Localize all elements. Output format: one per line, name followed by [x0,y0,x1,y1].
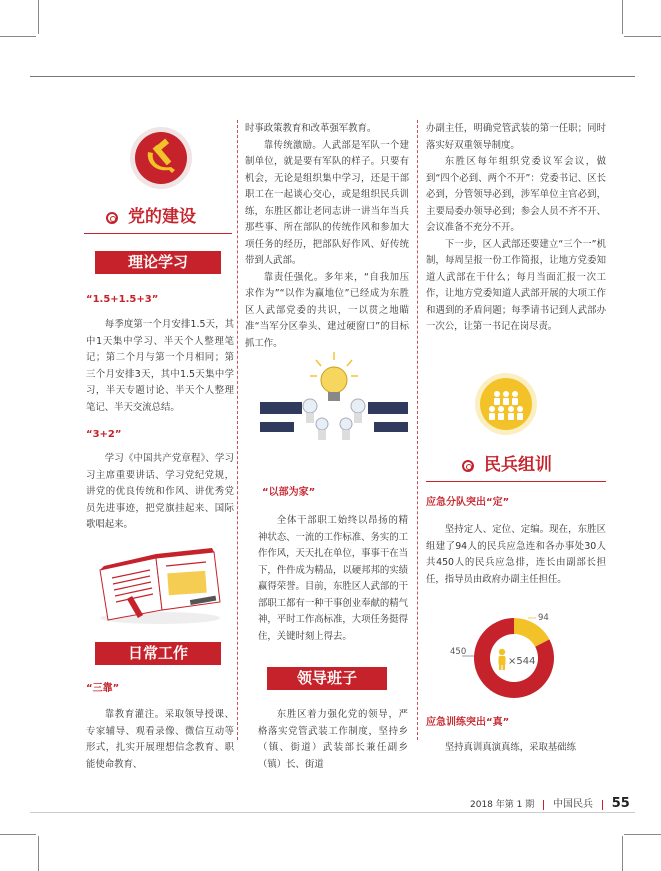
crop-mark [624,834,661,835]
subheading: 应急分队突出“定” [426,497,510,508]
subheading: “3+2” [86,429,122,440]
footer-divider [602,800,603,810]
crop-mark [622,836,623,871]
person-icon [499,649,506,670]
militia-group-icon [474,372,538,436]
crop-mark [38,836,39,871]
crop-mark [0,834,36,835]
open-book-icon [92,540,228,626]
crop-mark [30,812,635,813]
banner-daily-work: 日常工作 [95,642,221,665]
footer [470,795,630,811]
chart-center-label: ×544 [508,656,536,667]
page-number: 55 [611,796,630,811]
subheading: 应急训练突出“真” [426,717,510,728]
paragraph: 坚持真训真演真练，采取基础练 [444,742,577,753]
footer-divider [543,800,544,810]
section-underline [84,233,232,234]
section-title-party: 党的建设 [106,206,196,228]
column-divider [417,120,418,740]
bullseye-icon [462,460,474,472]
paragraph: 靠教育灌注。采取领导授课、专家辅导、观看录像、微信互动等形式，扎实开展理想信念教育、职能使命教育、 [86,709,234,770]
banner-theory-study: 理论学习 [95,251,221,274]
footer-issue: 2018 年第 1 期 [470,800,535,810]
subheading: “以部为家” [262,487,316,498]
bullseye-icon [106,212,118,224]
column-3-text: 办副主任，明确党管武装的第一任职；同时落实好双重领导制度。 东胜区每年组织党委议军会议，做到“四个必到、两个不开”：党委书记、区长必到，分管领导必到，涉军单位主官必到，主要局委办领导必到；参会人员不齐不开、会议准备不充分不开。 下一步，区人武部还要建立“三个一”机制，每周呈报一份工作简报，让地方党委知道人武部在干什么；每月当面汇报一次工作，让地方党委知道人武部开展的大项工作和遇到的矛盾问题；每季请书记到人武部办一次公，让第一书记在岗尽责。 [426,123,606,332]
lightbulb-icon [260,352,408,444]
footer-magazine: 中国民兵 [552,799,593,810]
section-title-militia: 民兵组训 [462,454,552,476]
paragraph: 每季度第一个月安排1.5天，其中1天集中学习、半天个人整理笔记；第二个月与第一个月相同；第三个月安排3天，其中1.5天集中学习，半天专题讨论、半天个人整理笔记、半天交流总结。 [86,319,234,413]
paragraph: 东胜区着力强化党的领导，严格落实党管武装工作制度，坚持乡（镇、街道）武装部长兼任副乡（镇）长、街道 [258,709,408,770]
subheading: “三靠” [86,683,120,694]
column-2-text: 时事政策教育和改革强军教育。 靠传统激励。人武部是军队一个建制单位，就是要有军队的样子。只要有机会，无论是组织集中学习，还是干部职工在一起谈心交心，或是组织民兵训练，东胜区都让老同志讲一讲当年当兵那些事、所在部队的传统作风和参加大项任务的经历，把部队好作风、好传统带到人武部。 靠责任强化。多年来，“自我加压求作为”“以作为赢地位”已经成为东胜区人武部党委的共识，一以贯之地瞄准“当军分区拳头、建过硬窗口”的目标抓工作。 [245,123,409,349]
paragraph: 全体干部职工始终以昂扬的精神状态、一流的工作标准、务实的工作作风，天天扎在单位，事事干在当下，件件成为精品，以硬邦邦的实绩赢得荣誉。目前，东胜区人武部的干部职工都有一种干事创业奉献的精气神，平时工作高标准，大项任务挺得住，关键时刻上得去。 [258,515,409,642]
section-underline [426,481,606,482]
party-emblem-icon [129,126,193,190]
crop-mark [38,0,39,34]
header-rule [30,76,635,77]
chart-slice-label: 450 [450,647,467,657]
paragraph: 坚持定人、定位、定编。现在，东胜区组建了94人的民兵应急连和各办事处30人共450人的民兵应急排，连长由副部长担任，指导员由政府办副主任担任。 [426,524,606,585]
paragraph: 学习《中国共产党章程》、学习习主席重要讲话、学习党纪党规，讲党的优良传统和作风、讲优秀党员先进事迹，把党旗挂起来、国际歌唱起来。 [86,453,234,530]
column-divider [237,120,238,740]
militia-donut-chart [452,606,592,706]
crop-mark [0,36,36,37]
chart-slice-label: 94 [538,613,549,623]
banner-leadership: 领导班子 [267,667,387,690]
crop-mark [622,0,623,34]
crop-mark [624,36,661,37]
subheading: “1.5+1.5+3” [86,294,159,305]
